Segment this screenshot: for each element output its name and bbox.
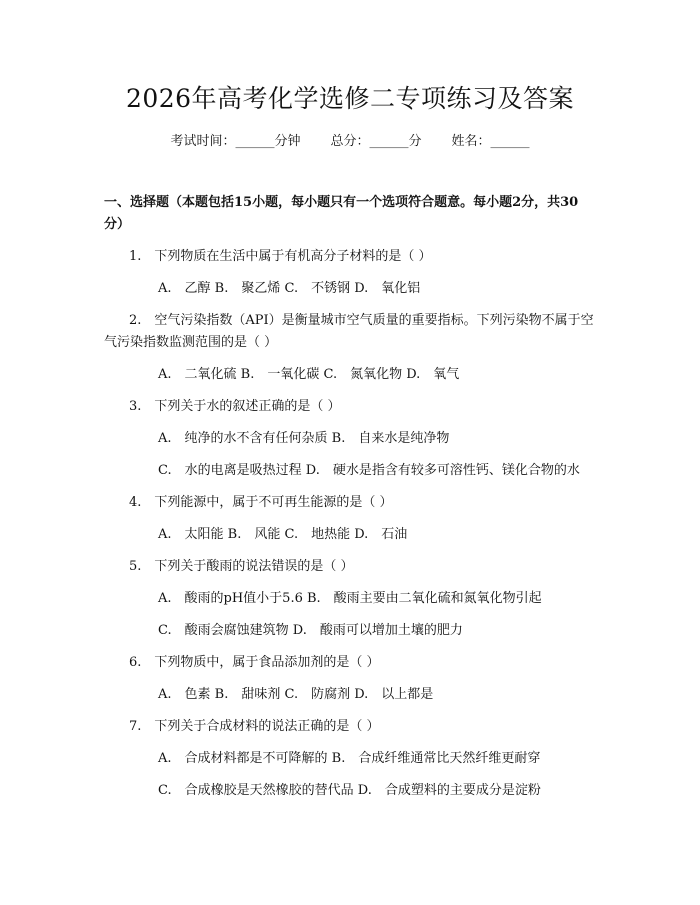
- page-title: 2026年高考化学选修二专项练习及答案: [125, 84, 575, 113]
- option-line: A. 太阳能 B. 风能 C. 地热能 D. 石油: [158, 527, 408, 542]
- section-heading: 一、选择题（本题包括15小题，每小题只有一个选项符合题意。每小题2分，共30分）: [104, 195, 579, 232]
- option-line: C. 合成橡胶是天然橡胶的替代品 D. 合成塑料的主要成分是淀粉: [158, 783, 541, 798]
- question-2: [104, 310, 596, 386]
- question-options: [104, 460, 596, 482]
- student-name-field: 姓名：______: [451, 134, 530, 149]
- question-stem: 3. 下列关于水的叙述正确的是（ ）: [129, 399, 341, 414]
- option-line: C. 酸雨会腐蚀建筑物 D. 酸雨可以增加土壤的肥力: [158, 623, 463, 638]
- question-1: [104, 246, 596, 300]
- question-options: [104, 364, 596, 386]
- option-line: C. 水的电离是吸热过程 D. 硬水是指含有较多可溶性钙、镁化合物的水: [158, 463, 580, 478]
- option-line: A. 纯净的水不含有任何杂质 B. 自来水是纯净物: [158, 431, 450, 446]
- option-line: A. 二氧化硫 B. 一氧化碳 C. 氮氧化物 D. 氧气: [158, 367, 460, 382]
- question-4: [104, 492, 596, 546]
- option-line: A. 酸雨的pH值小于5.6 B. 酸雨主要由二氧化硫和氮氧化物引起: [158, 591, 542, 606]
- exam-info-line: [104, 132, 596, 152]
- question-3: [104, 396, 596, 482]
- question-options: [104, 748, 596, 770]
- question-6: [104, 652, 596, 706]
- question-stem: 2. 空气污染指数（API）是衡量城市空气质量的重要指标。下列污染物不属于空气污染指数监测范围的是（ ）: [104, 313, 594, 350]
- question-options: [104, 278, 596, 300]
- option-line: A. 乙醇 B. 聚乙烯 C. 不锈钢 D. 氧化铝: [158, 281, 421, 296]
- question-5: [104, 556, 596, 642]
- option-line: A. 合成材料都是不可降解的 B. 合成纤维通常比天然纤维更耐穿: [158, 751, 541, 766]
- question-options: [104, 620, 596, 642]
- question-stem: 1. 下列物质在生活中属于有机高分子材料的是（ ）: [129, 249, 432, 264]
- question-options: [104, 684, 596, 706]
- question-options: [104, 588, 596, 610]
- question-options: [104, 780, 596, 802]
- question-7: [104, 716, 596, 802]
- question-options: [104, 524, 596, 546]
- question-list: [104, 246, 596, 802]
- question-options: [104, 428, 596, 450]
- question-stem: 6. 下列物质中，属于食品添加剂的是（ ）: [129, 655, 380, 670]
- total-score-field: 总分：______分: [330, 134, 422, 149]
- question-stem: 7. 下列关于合成材料的说法正确的是（ ）: [129, 719, 380, 734]
- exam-time-field: 考试时间：______分钟: [170, 134, 301, 149]
- option-line: A. 色素 B. 甜味剂 C. 防腐剂 D. 以上都是: [158, 687, 434, 702]
- question-stem: 5. 下列关于酸雨的说法错误的是（ ）: [129, 559, 354, 574]
- question-stem: 4. 下列能源中，属于不可再生能源的是（ ）: [129, 495, 393, 510]
